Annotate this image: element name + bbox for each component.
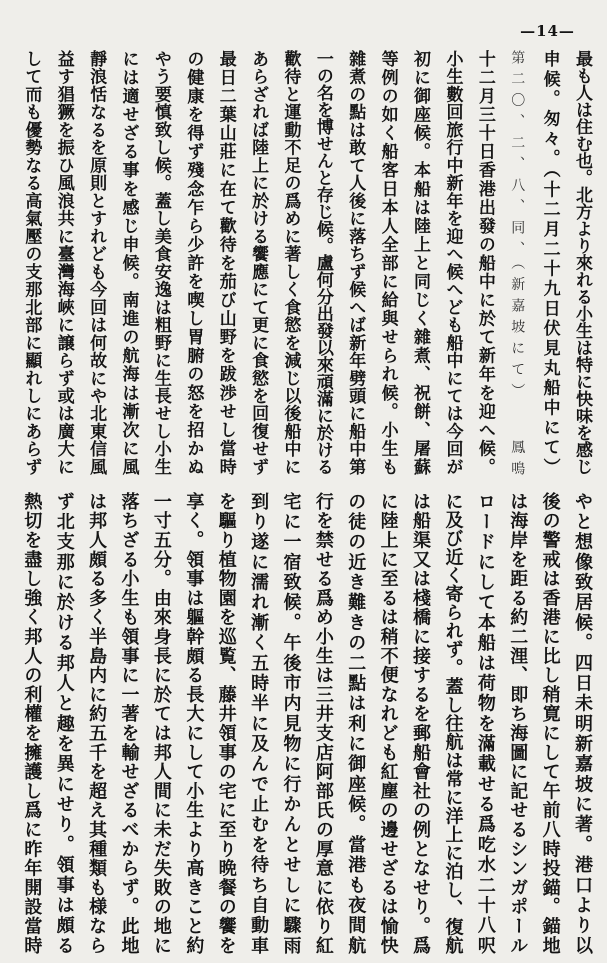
upper-text-block — [14, 50, 598, 475]
text-column: の徒の近き難きの二點は利に御座候。當港も夜間航 — [345, 492, 367, 954]
text-column: 靜浪恬なるを原則とすれども今回は何故にや北東信風 — [86, 50, 107, 475]
text-column: 最も人は住む也。北方より來れる小生は特に快味を感じ — [572, 50, 592, 475]
text-column: 一寸五分。由來身長に於ては邦人間に未だ失敗の地に — [150, 492, 172, 954]
lower-text-block — [14, 492, 598, 954]
text-column: 享く。領事は軀幹頗る長大にして小生より高きこと約 — [183, 492, 205, 954]
text-column: は船渠又は棧橋に接するを郵船會社の例となせり。爲 — [410, 492, 432, 954]
text-column: 雜煮の點は敢て人後に落ちず候へば新年劈頭に船中第 — [345, 50, 366, 475]
text-column: 申候。匆々。（十二月二十九日伏見丸船中にて） — [539, 50, 560, 475]
text-column: 一の名を博せんと存じ候。盧何分出發以來頑滿に於ける — [312, 50, 333, 475]
text-column: 初に御座候。本船は陸上と同じく雜煮、祝餅、屠蘇 — [410, 50, 431, 475]
text-column: には適せざる事を感じ申候。南進の航海は漸次に風 — [118, 50, 139, 475]
text-column: あらざれば陸上に於ける饗應にて更に食慾を回復せず — [248, 50, 269, 475]
text-column: は海岸を距る約二浬、即ち海圖に記せるシンガポール — [507, 492, 529, 954]
text-column: 益す猖獗を振ひ風浪共に臺灣海峽に譲らず或は廣大に — [53, 50, 74, 475]
text-column: 等例の如く船客日本人全部に給與せられ候。小生も — [377, 50, 398, 475]
text-column: 後の警戒は香港に比し稍寛にして午前八時投錨。錨地 — [539, 492, 561, 954]
page-number: —14— — [520, 22, 575, 40]
text-column: 十二月三十日香港出發の船中に於て新年を迎へ候。 — [474, 50, 495, 475]
text-column: やと想像致居候。四日未明新嘉坡に著。港口より以 — [572, 492, 593, 954]
text-column: 到り遂に濡れ漸く五時半に及んで止むを待ち自動車 — [248, 492, 270, 954]
text-column: 宅に一宿致候。午後市内見物に行かんとせしに驟雨 — [280, 492, 302, 954]
text-column: 落ちざる小生も領事に一著を輸せざるべからず。此地 — [118, 492, 140, 954]
text-column: の健康を得ず殘念乍ら少許を喫し胃腑の怒を招かぬ — [183, 50, 204, 475]
text-column: に陸上に至るは稍不便なれども紅塵の邊せざるは愉快 — [377, 492, 399, 954]
text-column: を驅り植物園を巡覧、藤井領事の宅に至り晩餐の饗を — [215, 492, 237, 954]
text-column: 行を禁せる爲め小生は三井支店阿部氏の厚意に依り紅 — [312, 492, 334, 954]
text-column: 最日二葉山莊に在て歡待を茄び山野を跋渉せし當時 — [215, 50, 236, 475]
text-column: ず北支那に於ける邦人と趣を異にせり。領事は頗る — [53, 492, 75, 954]
text-column: して而も優勢なる高氣壓の支那北部に顯れしにあらず — [21, 50, 42, 475]
text-column: やう要慎致し候。蓋し美食安逸は粗野に生長せし小生 — [150, 50, 171, 475]
text-column: 小生數回旅行中新年を迎へ候へども船中にては今回が — [442, 50, 463, 475]
text-column: 歡待と運動不足の爲めに著しく食慾を減じ以後船中に — [280, 50, 301, 475]
text-column: に及び近く寄られず。蓋し往航は常に洋上に泊し、復航 — [442, 492, 464, 954]
letter-heading-column: 第二〇、二、八、同、（新嘉坡にて） 鳳鳴 — [509, 50, 526, 475]
text-column: ロードにして本船は荷物を滿載せる爲吃水二十八呎 — [474, 492, 496, 954]
text-column: は邦人頗る多く半島内に約五千を超え其種類も様なら — [86, 492, 108, 954]
text-column: 熱切を盡し強く邦人の利權を擁護し爲に昨年開設當時 — [21, 492, 43, 954]
